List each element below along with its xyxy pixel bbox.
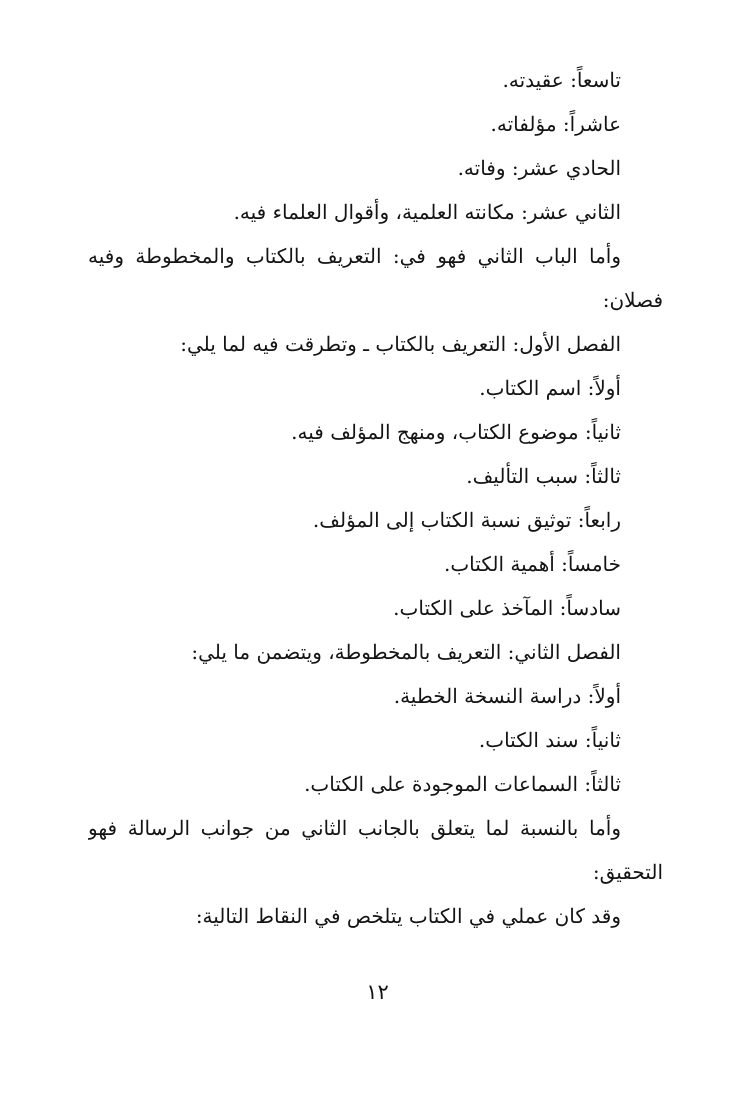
text-line-4: الثاني عشر: مكانته العلمية، وأقوال العلماء فيه. (233, 200, 621, 224)
text-line-2: عاشراً: مؤلفاته. (490, 112, 621, 136)
text-line-6: فصلان: (602, 288, 663, 312)
text-line-10: ثالثاً: سبب التأليف. (466, 464, 621, 488)
text-line-16: ثانياً: سند الكتاب. (478, 728, 621, 752)
text-line-12: خامساً: أهمية الكتاب. (444, 552, 621, 576)
text-line-18: وأما بالنسبة لما يتعلق بالجانب الثاني من جوانب الرسالة فهو (88, 816, 621, 840)
text-line-8: أولاً: اسم الكتاب. (479, 376, 621, 400)
text-line-11: رابعاً: توثيق نسبة الكتاب إلى المؤلف. (312, 508, 621, 532)
page-number: ١٢ (366, 980, 389, 1004)
text-line-5: وأما الباب الثاني فهو في: التعريف بالكتاب والمخطوطة وفيه (88, 244, 621, 268)
text-line-19: التحقيق: (592, 860, 663, 884)
text-line-3: الحادي عشر: وفاته. (457, 156, 621, 180)
text-line-14: الفصل الثاني: التعريف بالمخطوطة، ويتضمن ما يلي: (191, 640, 621, 664)
text-line-13: سادساً: المآخذ على الكتاب. (393, 596, 621, 620)
text-line-1: تاسعاً: عقيدته. (502, 68, 621, 92)
text-line-17: ثالثاً: السماعات الموجودة على الكتاب. (304, 772, 621, 796)
text-line-20: وقد كان عملي في الكتاب يتلخص في النقاط التالية: (195, 904, 621, 928)
document-body (88, 58, 663, 938)
text-line-15: أولاً: دراسة النسخة الخطية. (393, 684, 621, 708)
text-line-9: ثانياً: موضوع الكتاب، ومنهج المؤلف فيه. (291, 420, 621, 444)
text-line-7: الفصل الأول: التعريف بالكتاب ـ وتطرقت فيه لما يلي: (180, 332, 621, 356)
